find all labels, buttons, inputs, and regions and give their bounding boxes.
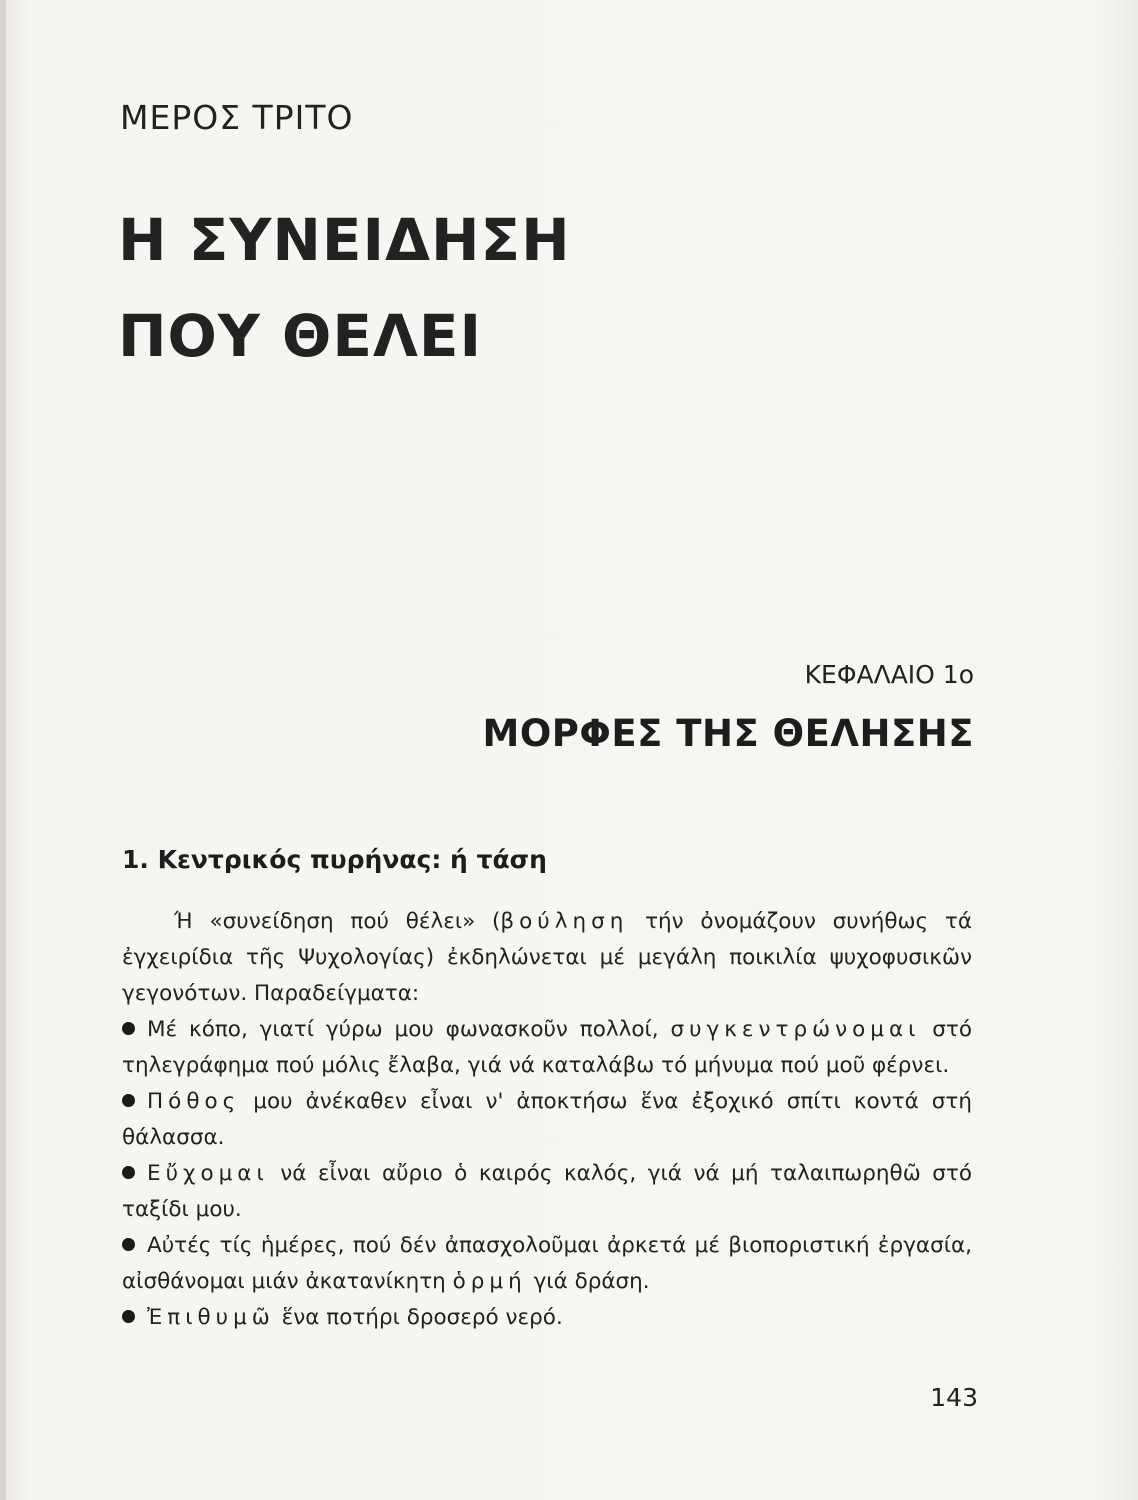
intro-text-after: τήν ὀνομάζουν συνήθως τά ἐγχειρίδια τῆς Ψυχολογίας) ἐκδηλώνεται μέ μεγάλη ποικιλία ψυχοφυσικῶν γεγονότων. Παραδείγματα: (122, 909, 973, 1006)
bullet-dot-icon (122, 1094, 135, 1107)
example-text-after: ἕνα ποτήρι δροσερό νερό. (274, 1305, 563, 1330)
bullet-dot-icon (122, 1166, 135, 1179)
part-title-line-1: Η ΣΥΝΕΙΔΗΣΗ (118, 206, 571, 274)
part-title-line-2: ΠΟΥ ΘΕΛΕΙ (118, 302, 483, 370)
example-text-after: μου ἀνέκαθεν εἶναι ν' ἀποκτήσω ἕνα ἐξοχικό σπίτι κοντά στή θάλασσα. (122, 1089, 972, 1150)
page-number: 143 (930, 1383, 978, 1412)
example-item (122, 1084, 972, 1156)
example-item (122, 1156, 972, 1228)
chapter-label: ΚΕΦΑΛΑΙΟ 1ο (804, 660, 974, 689)
example-item (122, 1012, 972, 1084)
example-spaced-term: ὁρμή (452, 1269, 527, 1294)
example-spaced-term: συγκεντρώνομαι (670, 1017, 921, 1042)
intro-text-before: Ή «συνείδηση πού θέλει» ( (174, 909, 501, 934)
example-text-after: νά εἶναι αὔριο ὁ καιρός καλός, γιά νά μή ταλαιπωρηθῶ στό ταξίδι μου. (122, 1161, 972, 1222)
example-text-before: Αὐτές τίς ἡμέρες, πού δέν ἀπασχολοῦμαι ἀρκετά μέ βιοποριστική ἐργασία, αἰσθάνομαι μιάν ἀκατανίκητη (122, 1233, 972, 1294)
example-text-after: γιά δράση. (526, 1269, 650, 1294)
chapter-title: ΜΟΡΦΕΣ ΤΗΣ ΘΕΛΗΣΗΣ (482, 712, 974, 755)
scan-edge-shadow (0, 0, 6, 1500)
part-label: ΜΕΡΟΣ ΤΡΙΤΟ (120, 98, 354, 137)
example-spaced-term: Ἐπιθυμῶ (147, 1305, 275, 1330)
example-item (122, 1228, 972, 1300)
body-text (122, 904, 972, 1336)
example-text-before: Μέ κόπο, γιατί γύρω μου φωνασκοῦν πολλοί, (147, 1017, 671, 1042)
example-spaced-term: Πόθος (147, 1089, 241, 1114)
example-spaced-term: Εὔχομαι (147, 1161, 269, 1186)
example-item (122, 1300, 972, 1336)
section-heading: 1. Κεντρικός πυρήνας: ή τάση (122, 845, 547, 874)
bullet-dot-icon (122, 1310, 135, 1323)
example-text-after: στό τηλεγράφημα πού μόλις ἔλαβα, γιά νά καταλάβω τό μήνυμα πού μοῦ φέρνει. (122, 1017, 972, 1078)
bullet-dot-icon (122, 1022, 135, 1035)
bullet-dot-icon (122, 1238, 135, 1251)
part-title (118, 192, 571, 384)
intro-spaced-term: βούληση (500, 909, 629, 934)
intro-paragraph (122, 904, 972, 1012)
